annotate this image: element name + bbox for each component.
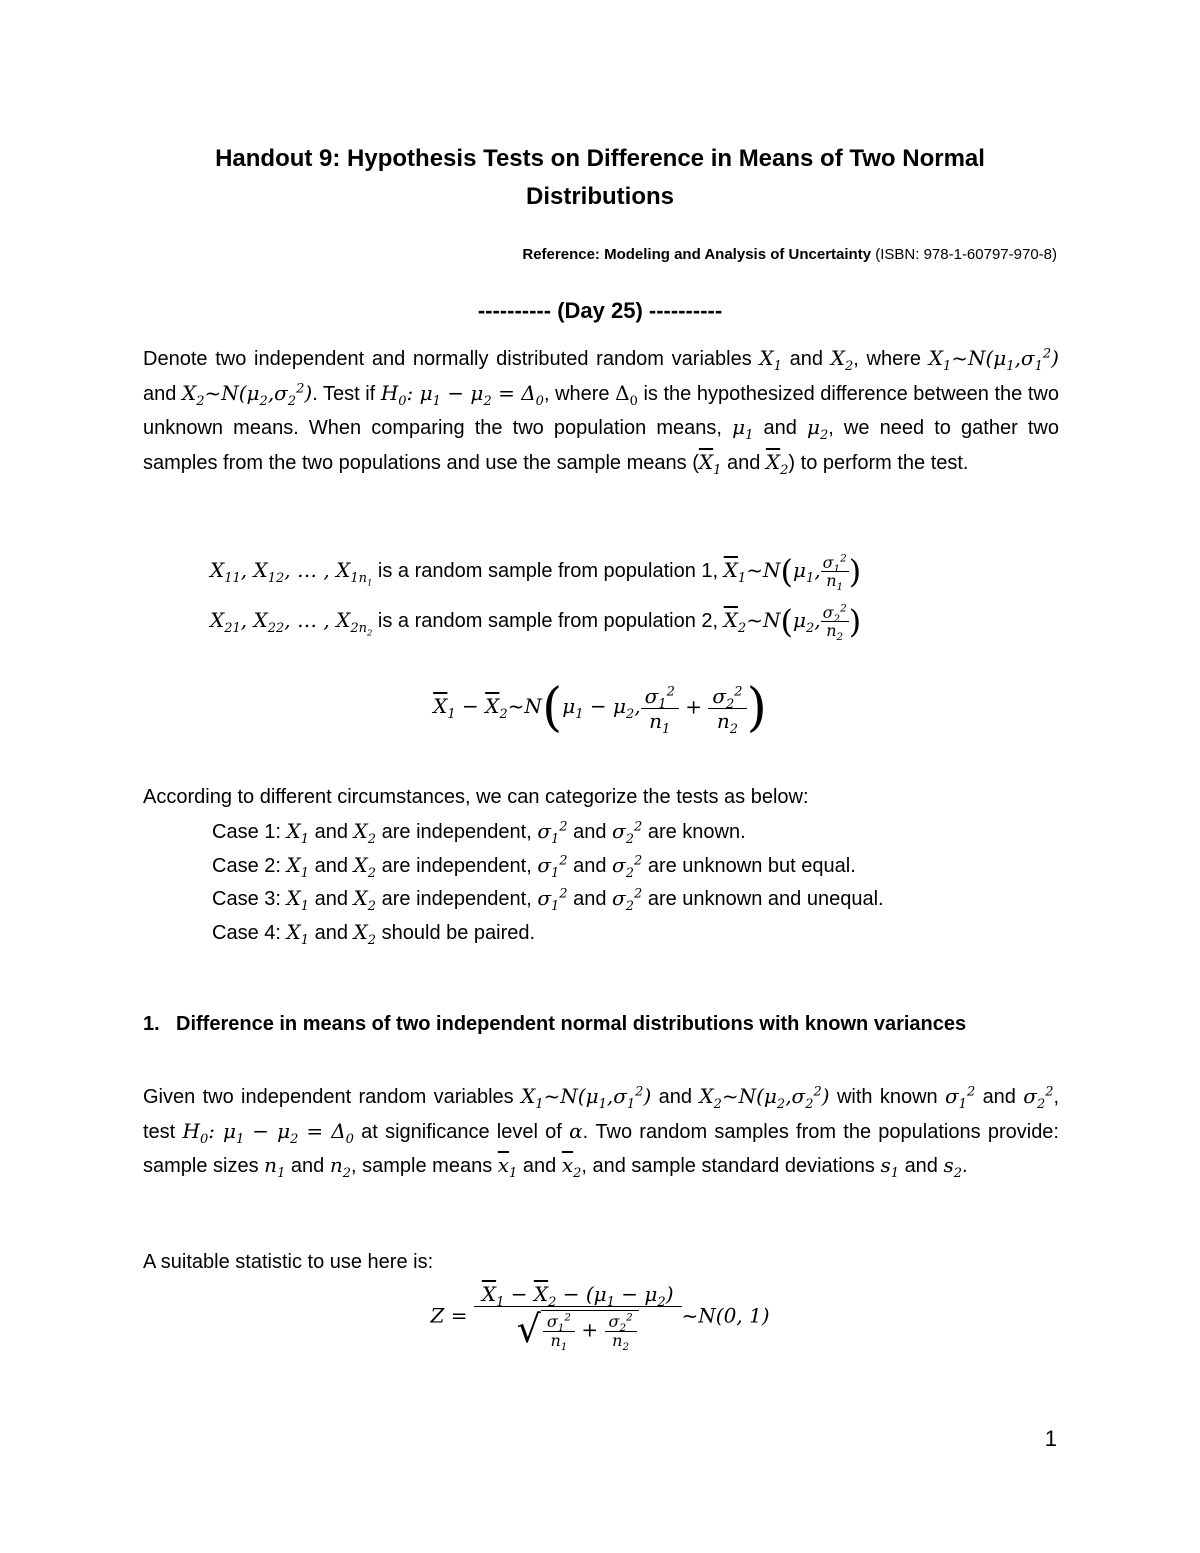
case-4: Case 4: $X_1$ and $X_2$ should be paired.	[212, 920, 536, 948]
intro-text-6: , where	[543, 382, 610, 405]
sample-line-2-text: is a random sample from population 2,	[377, 610, 719, 632]
s1-text-5: , test	[143, 1086, 1060, 1143]
case-4-label: Case 4:	[212, 922, 281, 944]
s1-text-2: and	[658, 1086, 692, 1108]
case-3-and: and	[314, 888, 348, 910]
z-statistic-formula: Z = $\overline{X}_1 - \overline{X}_2 - (\mu_1 - \mu_2)$ √ $\frac{\sigma_1^2}{n_1}$ + $\frac{\sigma_2^2}{n_2}$ ~N(0, 1)	[430, 1282, 770, 1353]
intro-paragraph: Denote two independent and normally distributed random variables $X_1$ and $X_2$, where $X_1\sim N(\mu_1,\sigma_1^2)$ and $X_2\sim N(\mu_2,\sigma_2^2)$. Test if $H_0$: $\mu_1 - \mu_2 = \Delta_0$, where $\Delta_0$ is the hypothesized difference between the two unknown means. When comparing the two population means, $\mu_1$ and $\mu_2$, we need to gather two samples from the two populations and use the sample means ($\overline{X}_1$ and $\overline{X}_2$) to perform the test.	[143, 346, 1059, 478]
reference-isbn: (ISBN: 978-1-60797-970-8)	[875, 246, 1057, 263]
s1-text-9: , sample means	[351, 1155, 493, 1177]
case-3-end: are unknown and unequal.	[647, 888, 884, 910]
case-1-and2: and	[573, 821, 607, 843]
sample-line-1: $X_{11}$, $X_{12}$, … , $X_{1n_1}$ is a random sample from population 1, $\overline{X}_1\sim N(\mu_1$, $\frac{\sigma_1^2}{n_1}$ )	[210, 552, 862, 594]
case-4-end: should be paired.	[381, 922, 536, 944]
case-3: Case 3: $X_1$ and $X_2$ are independent, $\sigma_1^2$ and $\sigma_2^2$ are unknown and unequal.	[212, 886, 884, 914]
case-3-label: Case 3:	[212, 888, 281, 910]
s1-text-13: .	[962, 1155, 968, 1177]
page-number: 1	[1044, 1426, 1057, 1451]
intro-text-5: . Test if	[312, 382, 376, 405]
reference-label: Reference: Modeling and Analysis of Uncertainty	[522, 246, 872, 263]
s1-text-1: Given two independent random variables	[143, 1086, 514, 1108]
case-1-label: Case 1:	[212, 821, 281, 843]
case-2-label: Case 2:	[212, 855, 281, 877]
case-1-mid: are independent,	[381, 821, 532, 843]
difference-distribution-equation: $\overline{X}_1$ − $\overline{X}_2\sim N(\mu_1 - \mu_2$, $\frac{\sigma_1^2}{n_1}$ + $\frac{\sigma_2^2}{n_2}$ )	[433, 678, 767, 738]
case-2-and: and	[314, 855, 348, 877]
intro-text-2: and	[789, 348, 824, 370]
reference-citation	[522, 246, 1057, 263]
s1-text-8: and	[290, 1155, 325, 1177]
s1-text-12: and	[904, 1155, 938, 1177]
intro-text-8: and	[763, 417, 797, 439]
case-1-and: and	[314, 821, 348, 843]
title-line-2: Distributions	[526, 183, 674, 210]
sample-line-1-text: is a random sample from population 1,	[377, 560, 719, 582]
intro-text-3: , where	[853, 348, 921, 370]
case-2-mid: are independent,	[381, 855, 532, 877]
section-1-paragraph: Given two independent random variables $X_1\sim N(\mu_1,\sigma_1^2)$ and $X_2\sim N(\mu_2,\sigma_2^2)$ with known $\sigma_1^2$ and $\sigma_2^2$, test $H_0$: $\mu_1 - \mu_2 = \Delta_0$ at significance level of α. Two random samples from the populations provide: sample sizes $n_1$ and $n_2$, sample means $\overline{x}_1$ and $\overline{x}_2$, and sample standard deviations $s_1$ and $s_2$.	[143, 1084, 1060, 1181]
statistic-intro: A suitable statistic to use here is:	[143, 1251, 434, 1273]
s1-text-11: , and sample standard deviations	[581, 1155, 875, 1177]
case-1: Case 1: $X_1$ and $X_2$ are independent, $\sigma_1^2$ and $\sigma_2^2$ are known.	[212, 819, 746, 847]
section-1-heading	[143, 1013, 966, 1036]
title-line-1: Handout 9: Hypothesis Tests on Difference in Means of Two Normal	[215, 145, 985, 172]
intro-text-9: , we need to gather two samples from the two populations and use the sample means (	[143, 417, 1059, 474]
intro-text-7: is the hypothesized difference between the two unknown means. When comparing the two population means,	[143, 382, 1059, 439]
case-2: Case 2: $X_1$ and $X_2$ are independent, $\sigma_1^2$ and $\sigma_2^2$ are unknown but equal.	[212, 853, 856, 881]
case-2-and2: and	[573, 855, 607, 877]
section-1-number: 1.	[143, 1013, 160, 1035]
sample-line-2: $X_{21}$, $X_{22}$, … , $X_{2n_2}$ is a random sample from population 2, $\overline{X}_2\sim N(\mu_2$, $\frac{\sigma_2^2}{n_2}$ )	[210, 602, 862, 644]
s1-text-7: . Two random samples from the populations provide: sample sizes	[143, 1120, 1059, 1177]
square-root-sign: √ $\frac{\sigma_1^2}{n_1}$ + $\frac{\sigma_2^2}{n_2}$	[517, 1307, 639, 1353]
intro-text-10: and	[726, 451, 761, 474]
case-2-end: are unknown but equal.	[647, 855, 856, 877]
s1-text-4: and	[982, 1086, 1016, 1108]
cases-intro: According to different circumstances, we can categorize the tests as below:	[143, 786, 809, 808]
intro-text-11: ) to perform the test.	[788, 451, 969, 474]
case-3-and2: and	[573, 888, 607, 910]
intro-text-4: and	[143, 382, 177, 405]
case-4-and: and	[314, 922, 348, 944]
s1-text-10: and	[522, 1155, 557, 1177]
case-1-end: are known.	[647, 821, 746, 843]
s1-text-3: with known	[836, 1086, 938, 1108]
section-1-title: Difference in means of two independent normal distributions with known variances	[176, 1013, 967, 1035]
intro-text-1: Denote two independent and normally distributed random variables	[143, 348, 752, 370]
s1-text-6: at significance level of	[361, 1120, 562, 1143]
day-marker: ---------- (Day 25) ----------	[477, 298, 723, 323]
page-title	[140, 140, 1060, 216]
case-3-mid: are independent,	[381, 888, 532, 910]
